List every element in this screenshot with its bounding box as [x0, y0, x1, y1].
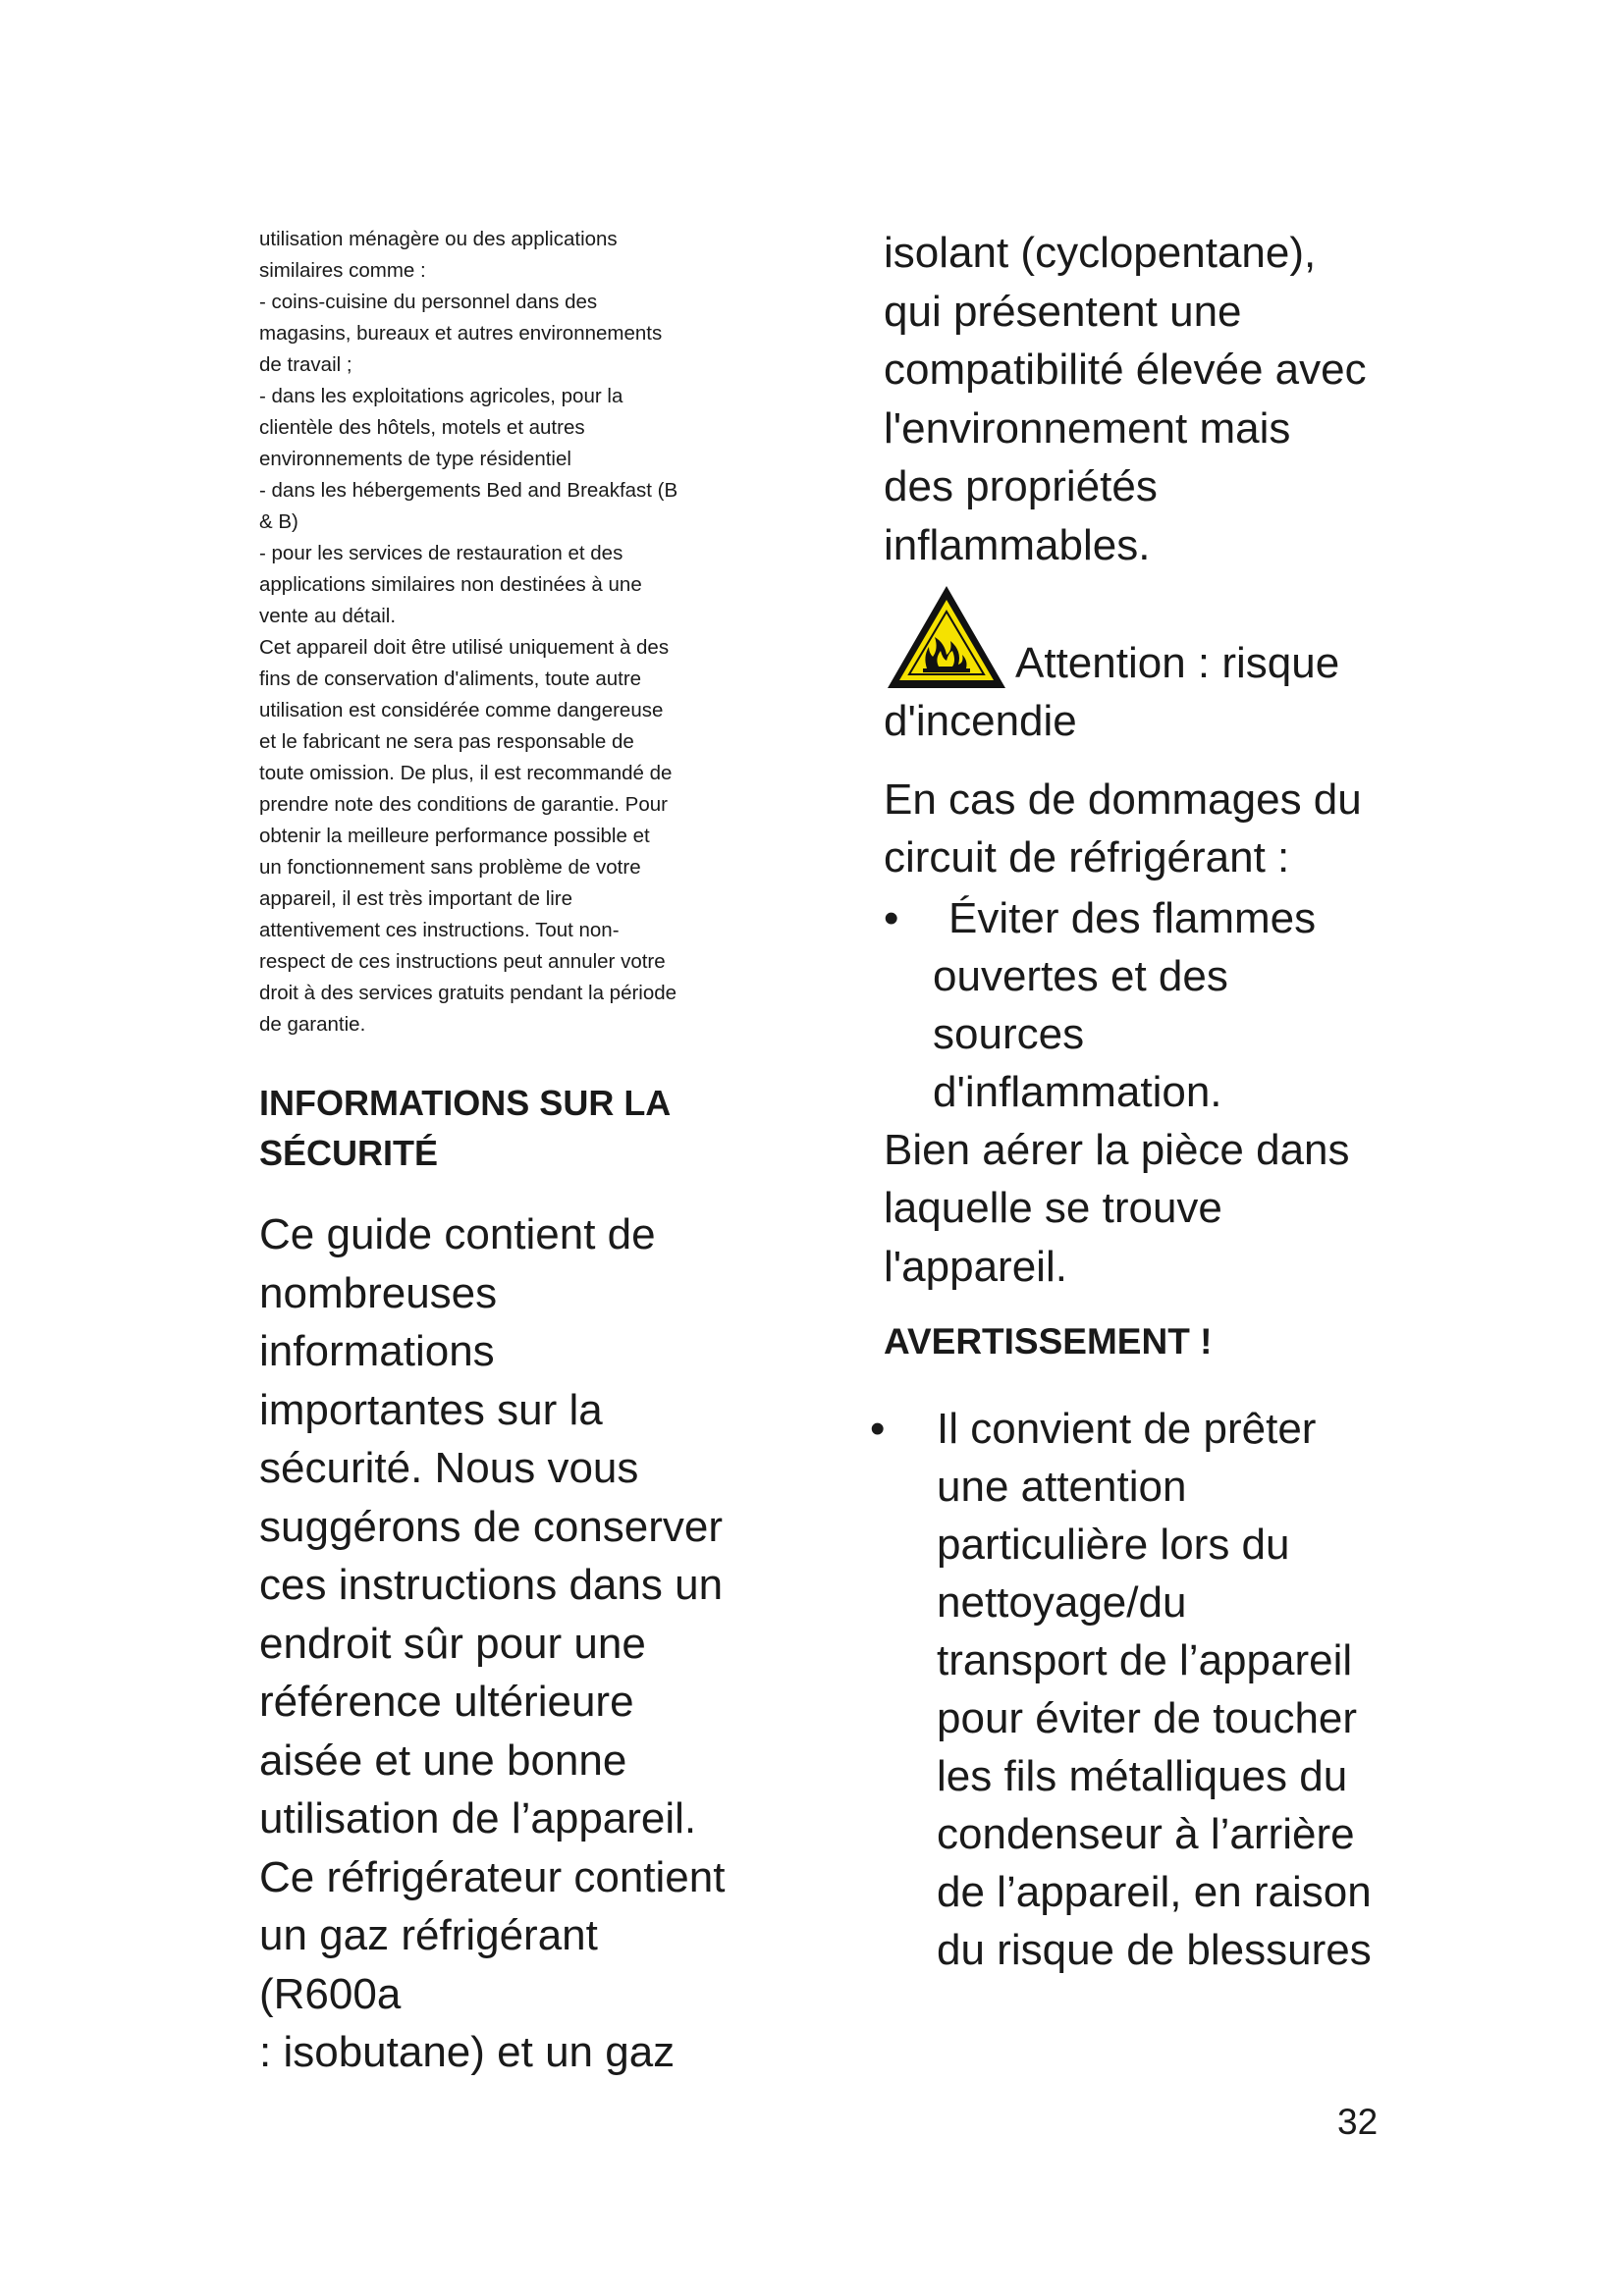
fire-warning-text: Attention : risque: [1015, 639, 1340, 687]
intro-line: - dans les hébergements Bed and Breakfast (B: [259, 479, 678, 502]
bullet-item: [870, 1400, 1394, 1979]
aerate-paragraph: [884, 1121, 1394, 1297]
intro-line: applications similaires non destinées à une: [259, 573, 642, 596]
intro-line: utilisation ménagère ou des applications: [259, 228, 618, 250]
body-line: : isobutane) et un gaz: [259, 2028, 676, 2076]
bullet-line: sources: [933, 1009, 1085, 1058]
page-number: 32: [1337, 2102, 1379, 2142]
warning-heading: AVERTISSEMENT !: [884, 1321, 1213, 1362]
body-line: Ce guide contient de: [259, 1210, 656, 1258]
intro-line: de garantie.: [259, 1013, 366, 1036]
intro-line: attentivement ces instructions. Tout non-: [259, 919, 620, 941]
intro-line: & B): [259, 510, 298, 533]
fire-warning-line: [884, 582, 1394, 692]
intro-line: vente au détail.: [259, 605, 397, 627]
bullet-line: Éviter des flammes: [948, 893, 1317, 942]
section-heading-line: INFORMATIONS SUR LA: [259, 1083, 672, 1123]
body-line: référence ultérieure: [259, 1678, 634, 1726]
intro-line: - coins-cuisine du personnel dans des: [259, 291, 598, 313]
body-line: informations: [259, 1327, 495, 1375]
bullet-icon: •: [870, 1405, 886, 1453]
body-line: des propriétés: [884, 462, 1158, 510]
body-line: qui présentent une: [884, 287, 1242, 336]
body-line: l'appareil.: [884, 1242, 1067, 1291]
body-line: importantes sur la: [259, 1385, 603, 1434]
body-line: Ce réfrigérateur contient: [259, 1852, 726, 1901]
intro-line: droit à des services gratuits pendant la période: [259, 982, 677, 1004]
bullet-item: [884, 889, 1394, 1121]
body-line: laquelle se trouve: [884, 1184, 1222, 1232]
section-heading-line: SÉCURITÉ: [259, 1133, 439, 1173]
intro-line: et le fabricant ne sera pas responsable de: [259, 730, 634, 753]
bullet-line: du risque de blessures: [937, 1926, 1372, 1974]
body-line: compatibilité élevée avec: [884, 346, 1367, 394]
intro-line: magasins, bureaux et autres environnements: [259, 322, 663, 345]
intro-paragraph: [259, 224, 750, 1041]
safety-intro-paragraph: [259, 1205, 750, 2082]
bullet-line: les fils métalliques du: [937, 1752, 1348, 1800]
bullet-icon: •: [884, 893, 899, 942]
body-line: suggérons de conserver: [259, 1502, 724, 1551]
bullet-line: de l’appareil, en raison: [937, 1868, 1372, 1916]
intro-line: fins de conservation d'aliments, toute autre: [259, 667, 642, 690]
body-line: endroit sûr pour une: [259, 1619, 646, 1668]
fire-warning-text-cont: d'incendie: [884, 697, 1077, 745]
bullet-line: condenseur à l’arrière: [937, 1810, 1355, 1858]
intro-line: environnements de type résidentiel: [259, 448, 571, 470]
damage-paragraph: [884, 771, 1394, 887]
bullet-line: nettoyage/du: [937, 1578, 1187, 1627]
intro-line: de travail ;: [259, 353, 352, 376]
body-line: ces instructions dans un: [259, 1561, 724, 1609]
bullet-line: ouvertes et des: [933, 951, 1228, 1000]
intro-line: clientèle des hôtels, motels et autres: [259, 416, 585, 439]
bullet-line: pour éviter de toucher: [937, 1694, 1358, 1742]
body-line: aisée et une bonne: [259, 1735, 627, 1785]
intro-line: utilisation est considérée comme dangereuse: [259, 699, 664, 721]
body-line: En cas de dommages du: [884, 774, 1362, 824]
bullet-line: Il convient de prêter: [937, 1405, 1317, 1453]
intro-line: - dans les exploitations agricoles, pour la: [259, 385, 623, 407]
intro-line: un fonctionnement sans problème de votre: [259, 856, 641, 879]
intro-line: appareil, il est très important de lire: [259, 887, 573, 910]
intro-line: prendre note des conditions de garantie. Pour: [259, 793, 668, 816]
refrigerant-paragraph: [884, 224, 1394, 574]
intro-line: respect de ces instructions peut annuler votre: [259, 950, 666, 973]
body-line: circuit de réfrigérant :: [884, 833, 1290, 881]
body-line: isolant (cyclopentane),: [884, 229, 1317, 277]
left-column: [259, 224, 750, 2082]
body-line: nombreuses: [259, 1268, 498, 1317]
body-line: inflammables.: [884, 520, 1151, 569]
bullet-line: transport de l’appareil: [937, 1636, 1353, 1684]
right-column: [870, 224, 1394, 1979]
bullet-line: particulière lors du: [937, 1521, 1290, 1569]
body-line: Bien aérer la pièce dans: [884, 1125, 1350, 1174]
intro-line: Cet appareil doit être utilisé uniquement à des: [259, 636, 670, 659]
body-line: utilisation de l’appareil.: [259, 1794, 697, 1842]
fire-warning: [884, 582, 1394, 751]
body-line: l'environnement mais: [884, 403, 1291, 453]
intro-line: obtenir la meilleure performance possible et: [259, 825, 650, 847]
section-heading: [259, 1078, 750, 1178]
bullet-line: d'inflammation.: [933, 1067, 1222, 1116]
intro-line: - pour les services de restauration et des: [259, 542, 623, 564]
intro-line: similaires comme :: [259, 259, 426, 282]
intro-line: toute omission. De plus, il est recommandé de: [259, 762, 673, 784]
body-line: sécurité. Nous vous: [259, 1444, 639, 1492]
bullet-line: une attention: [937, 1463, 1187, 1511]
flammable-warning-icon: [884, 582, 1009, 692]
body-line: un gaz réfrigérant (R600a: [259, 1911, 598, 2018]
